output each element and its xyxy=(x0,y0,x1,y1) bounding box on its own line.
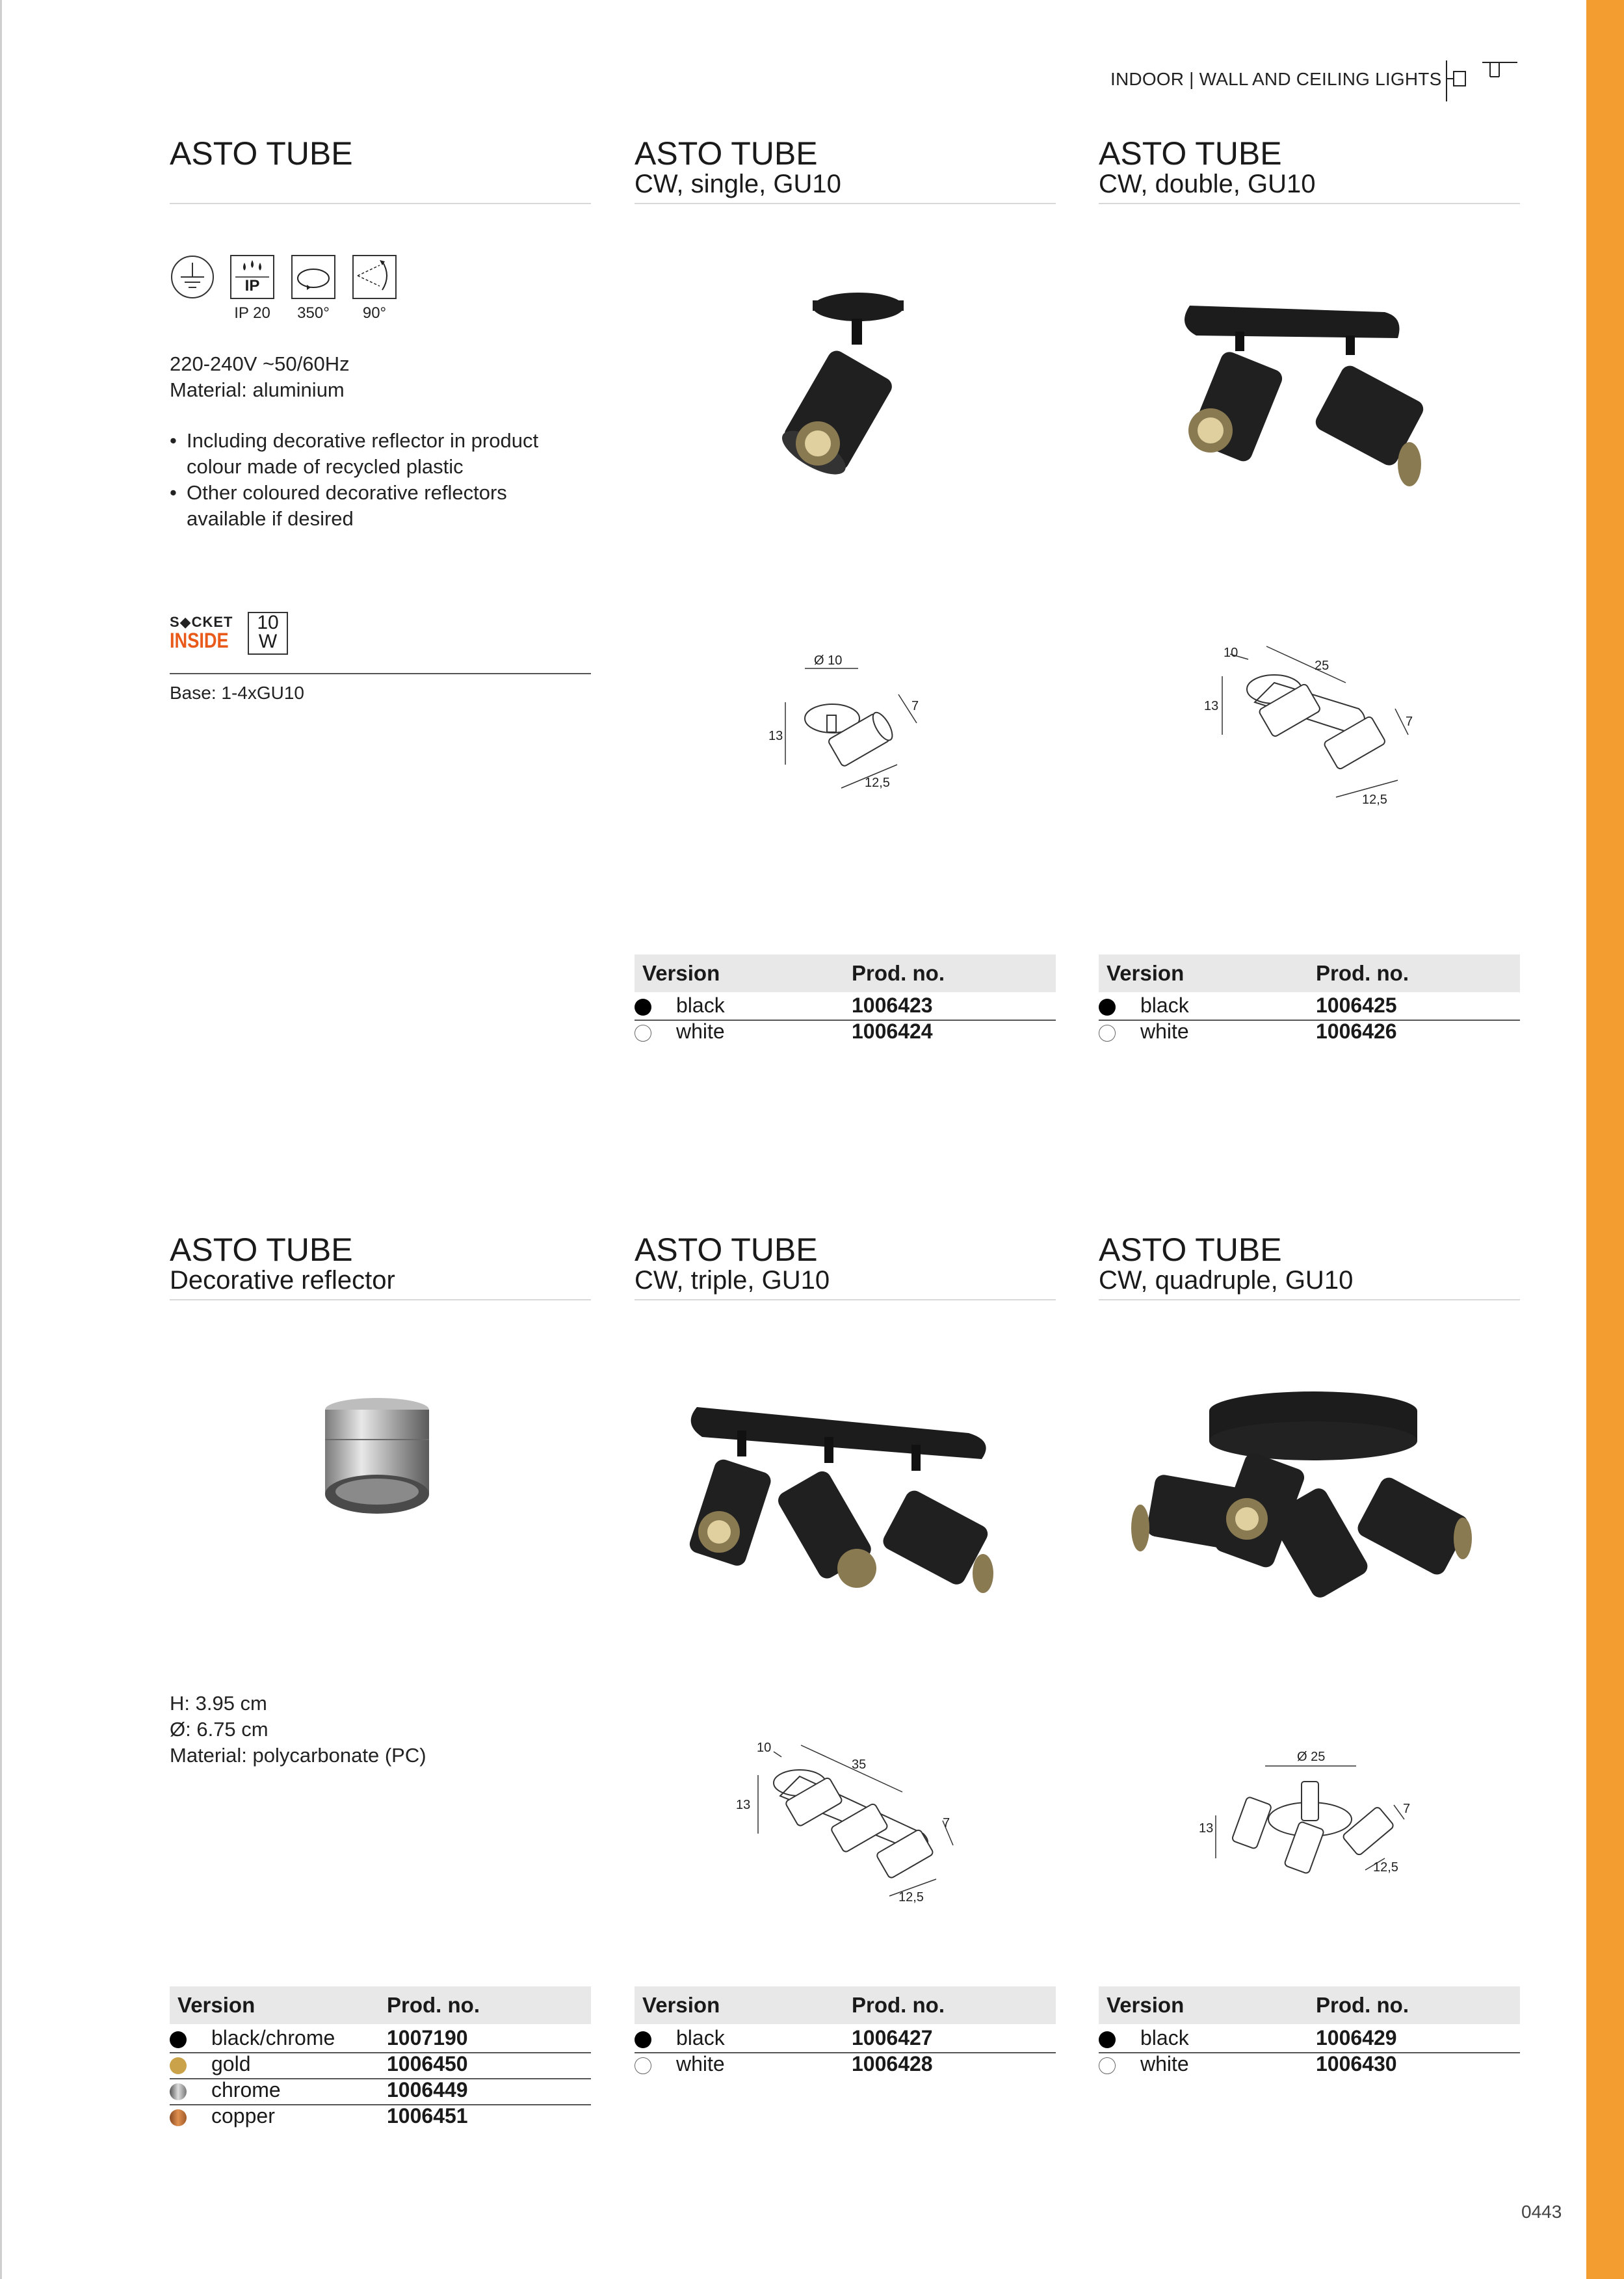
product-subtitle: CW, double, GU10 xyxy=(1099,170,1316,198)
double-table-header: Version Prod. no. xyxy=(1099,955,1520,992)
intro-bullets xyxy=(170,428,586,532)
product-subtitle: Decorative reflector xyxy=(170,1266,395,1295)
product-subtitle: CW, quadruple, GU10 xyxy=(1099,1266,1354,1295)
table-row: black 1006425 xyxy=(1099,994,1520,1020)
color-swatch xyxy=(170,2057,187,2074)
dim-depth: 7 xyxy=(911,699,919,713)
table-row: black 1006429 xyxy=(1099,2026,1520,2052)
wall-ceiling-icon xyxy=(1445,57,1523,104)
triple-spot-image xyxy=(683,1398,1008,1606)
ip-label: IP 20 xyxy=(234,304,270,322)
svg-text:35: 35 xyxy=(852,1758,867,1772)
color-swatch xyxy=(1099,2057,1116,2074)
svg-text:7: 7 xyxy=(1406,715,1413,729)
table-row: copper 1006451 xyxy=(170,2104,591,2130)
color-swatch xyxy=(635,1025,651,1042)
ip-rating-icon xyxy=(230,255,274,299)
tilt-icon xyxy=(352,255,397,299)
wattage-badge: 10 W xyxy=(248,612,288,655)
color-swatch xyxy=(635,2057,651,2074)
voltage-spec: 220-240V ~50/60Hz xyxy=(170,352,350,375)
table-row: chrome 1006449 xyxy=(170,2078,591,2104)
reflector-table-header: Version Prod. no. xyxy=(170,1986,591,2024)
quadruple-table-header: Version Prod. no. xyxy=(1099,1986,1520,2024)
triple-dimension-drawing xyxy=(728,1736,975,1912)
accent-bar xyxy=(1586,0,1624,2279)
svg-text:7: 7 xyxy=(943,1816,950,1830)
svg-text:25: 25 xyxy=(1315,659,1329,673)
svg-text:13: 13 xyxy=(736,1798,751,1812)
table-row: white 1006426 xyxy=(1099,1020,1520,1046)
product-title: ASTO TUBE xyxy=(1099,135,1282,172)
product-triple-heading xyxy=(635,1233,830,1294)
svg-text:10: 10 xyxy=(757,1741,772,1755)
table-row: black 1006427 xyxy=(635,2026,1056,2052)
color-swatch xyxy=(1099,999,1116,1016)
dim-height: 13 xyxy=(768,729,783,743)
single-dimension-drawing xyxy=(761,650,930,806)
svg-text:12,5: 12,5 xyxy=(898,1890,924,1904)
product-single-heading xyxy=(635,137,841,198)
quadruple-spot-image xyxy=(1125,1385,1502,1619)
triple-table-header: Version Prod. no. xyxy=(635,1986,1056,2024)
product-quadruple-heading xyxy=(1099,1233,1353,1294)
table-row: gold 1006450 xyxy=(170,2052,591,2078)
intro-title: ASTO TUBE xyxy=(170,135,353,172)
table-row: black 1006423 xyxy=(635,994,1056,1020)
table-row: white 1006424 xyxy=(635,1020,1056,1046)
table-row: white 1006430 xyxy=(1099,2052,1520,2078)
quadruple-dimension-drawing xyxy=(1190,1743,1424,1899)
double-spot-image xyxy=(1170,299,1443,494)
material-spec: Material: aluminium xyxy=(170,378,345,401)
color-swatch xyxy=(1099,2031,1116,2048)
svg-text:10: 10 xyxy=(1224,646,1238,660)
tilt-label: 90° xyxy=(362,304,387,322)
single-spot-image xyxy=(761,286,930,481)
color-swatch xyxy=(170,2031,187,2048)
svg-text:7: 7 xyxy=(1403,1802,1411,1816)
product-double-heading xyxy=(1099,137,1316,198)
bullet-item: • Other coloured decorative reflectors available if desired xyxy=(170,481,507,530)
product-title: ASTO TUBE xyxy=(635,1232,818,1268)
category-header: INDOOR | WALL AND CEILING LIGHTS xyxy=(1110,69,1442,89)
product-title: ASTO TUBE xyxy=(635,135,818,172)
color-swatch xyxy=(1099,1025,1116,1042)
svg-text:12,5: 12,5 xyxy=(1362,793,1387,807)
dim-length: 12,5 xyxy=(865,776,890,790)
rotation-label: 350° xyxy=(297,304,330,322)
svg-text:Ø 25: Ø 25 xyxy=(1297,1750,1326,1764)
product-title: ASTO TUBE xyxy=(170,1232,353,1268)
base-spec: Base: 1-4xGU10 xyxy=(170,683,304,703)
table-row: black/chrome 1007190 xyxy=(170,2026,591,2052)
svg-text:12,5: 12,5 xyxy=(1373,1860,1398,1875)
single-table-header: Version Prod. no. xyxy=(635,955,1056,992)
product-subtitle: CW, single, GU10 xyxy=(635,170,841,198)
color-swatch xyxy=(635,2031,651,2048)
product-subtitle: CW, triple, GU10 xyxy=(635,1266,830,1295)
dim-diameter: Ø 10 xyxy=(814,653,843,668)
reflector-specs: H: 3.95 cm Ø: 6.75 cm Material: polycarbonate (PC) xyxy=(170,1692,426,1767)
socket-inside-logo: S◆CKET INSIDE xyxy=(170,614,233,652)
page-number: 0443 xyxy=(1521,2202,1562,2222)
bullet-item: • Including decorative reflector in product colour made of recycled plastic xyxy=(170,429,539,478)
page-edge xyxy=(0,0,2,2279)
product-reflector-heading xyxy=(170,1233,395,1294)
color-swatch xyxy=(635,999,651,1016)
double-dimension-drawing xyxy=(1196,637,1417,813)
product-title: ASTO TUBE xyxy=(1099,1232,1282,1268)
protection-class-icon xyxy=(170,255,222,300)
intro-section xyxy=(170,137,353,170)
intro-specs xyxy=(170,351,350,403)
svg-text:13: 13 xyxy=(1199,1821,1214,1836)
rotation-icon xyxy=(291,255,335,299)
color-swatch xyxy=(170,2109,187,2126)
ip-badge-text: IP xyxy=(244,277,260,295)
table-row: white 1006428 xyxy=(635,2052,1056,2078)
svg-text:13: 13 xyxy=(1204,699,1219,713)
color-swatch xyxy=(170,2083,187,2100)
reflector-image xyxy=(299,1385,455,1541)
